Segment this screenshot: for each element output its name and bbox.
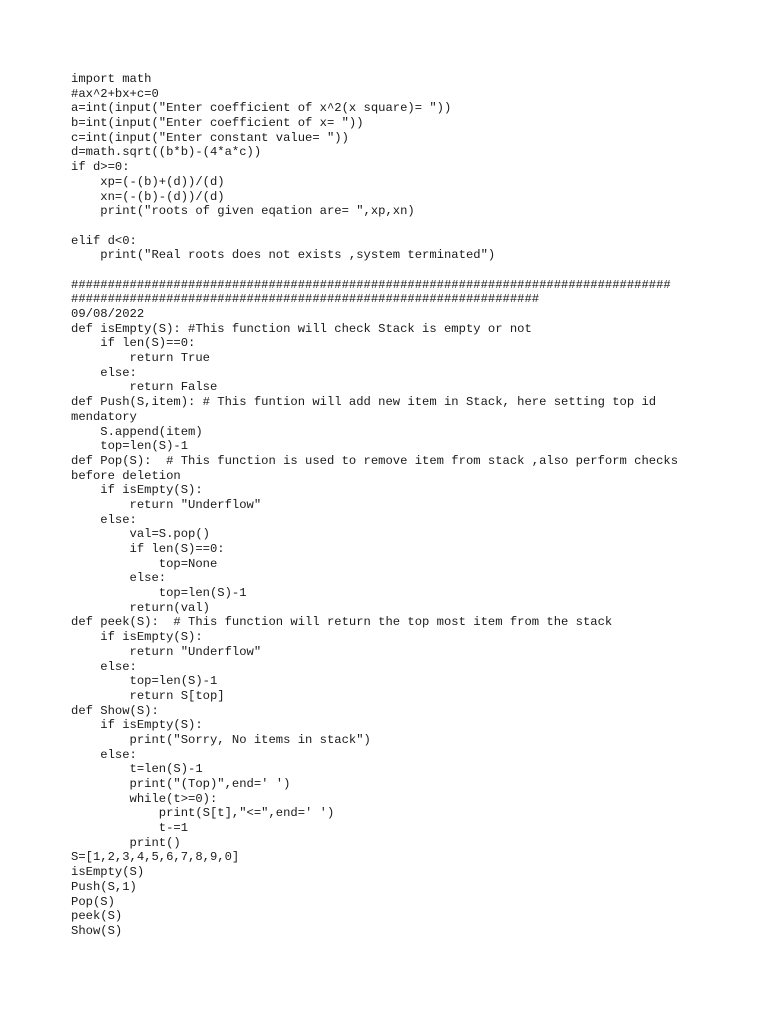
code-line: if d>=0: (71, 160, 130, 175)
code-line: else: (71, 659, 137, 674)
code-line: if len(S)==0: (71, 336, 196, 351)
code-line: print("Sorry, No items in stack") (71, 732, 371, 747)
code-line: def Show(S): (71, 703, 159, 718)
code-line: print() (71, 835, 181, 850)
code-line: val=S.pop() (71, 527, 210, 542)
code-line: print(S[t],"<=",end=' ') (71, 806, 335, 821)
code-line: if isEmpty(S): (71, 718, 203, 733)
code-line: d=math.sqrt((b*b)-(4*a*c)) (71, 145, 262, 160)
code-line: top=len(S)-1 (71, 439, 189, 454)
code-line: return(val) (71, 600, 210, 615)
code-line: S=[1,2,3,4,5,6,7,8,9,0] (71, 850, 240, 865)
code-line: else: (71, 365, 137, 380)
code-line: return False (71, 380, 218, 395)
code-line: if len(S)==0: (71, 542, 225, 556)
code-line: return S[top] (71, 688, 225, 703)
code-line: t=len(S)-1 (71, 762, 203, 777)
code-line: ################################################################ (71, 292, 540, 307)
code-line: Show(S) (71, 923, 123, 938)
code-line: if isEmpty(S): (71, 483, 203, 498)
code-line: elif d<0: (71, 233, 137, 248)
code-line: print("roots of given eqation are= ",xp,xn) (71, 204, 415, 219)
code-line: Pop(S) (71, 894, 115, 909)
code-line: top=len(S)-1 (71, 586, 247, 601)
code-line: xn=(-(b)-(d))/(d) (71, 189, 225, 204)
code-line: c=int(input("Enter constant value= ")) (71, 130, 349, 145)
code-line: def isEmpty(S): #This function will check Stack is empty or not (71, 321, 532, 336)
code-line: b=int(input("Enter coefficient of x= ")) (71, 116, 364, 131)
code-line: import math (71, 72, 152, 86)
blank-line (71, 219, 711, 234)
code-line: isEmpty(S) (71, 865, 145, 880)
code-line: a=int(input("Enter coefficient of x^2(x square)= ")) (71, 101, 452, 116)
code-line: def Pop(S): # This function is used to remove item from stack ,also perform checks (71, 453, 679, 468)
code-line: def peek(S): # This function will return the top most item from the stack (71, 615, 613, 630)
code-line: xp=(-(b)+(d))/(d) (71, 174, 225, 189)
code-line: peek(S) (71, 909, 123, 924)
code-line: Push(S,1) (71, 879, 137, 894)
code-line: #ax^2+bx+c=0 (71, 86, 159, 101)
code-line: if isEmpty(S): (71, 630, 203, 645)
code-line: top=None (71, 556, 218, 571)
code-line: mendatory (71, 409, 137, 424)
code-line: return "Underflow" (71, 497, 262, 512)
code-line: top=len(S)-1 (71, 674, 218, 689)
code-line: 09/08/2022 (71, 307, 145, 321)
code-line: print("Real roots does not exists ,system terminated") (71, 248, 496, 263)
code-line: return True (71, 351, 210, 366)
code-line: S.append(item) (71, 424, 203, 439)
code-line: else: (71, 747, 137, 762)
code-listing (71, 72, 711, 939)
blank-line (71, 263, 711, 278)
code-line: def Push(S,item): # This funtion will add new item in Stack, here setting top id (71, 395, 657, 410)
code-line: before deletion (71, 468, 181, 483)
code-line: else: (71, 571, 167, 586)
code-line: else: (71, 512, 137, 527)
code-line: ################################################################################## (71, 277, 671, 292)
code-line: print("(Top)",end=' ') (71, 777, 291, 791)
code-line: return "Underflow" (71, 644, 262, 659)
code-line: t-=1 (71, 821, 189, 836)
code-line: while(t>=0): (71, 791, 218, 806)
